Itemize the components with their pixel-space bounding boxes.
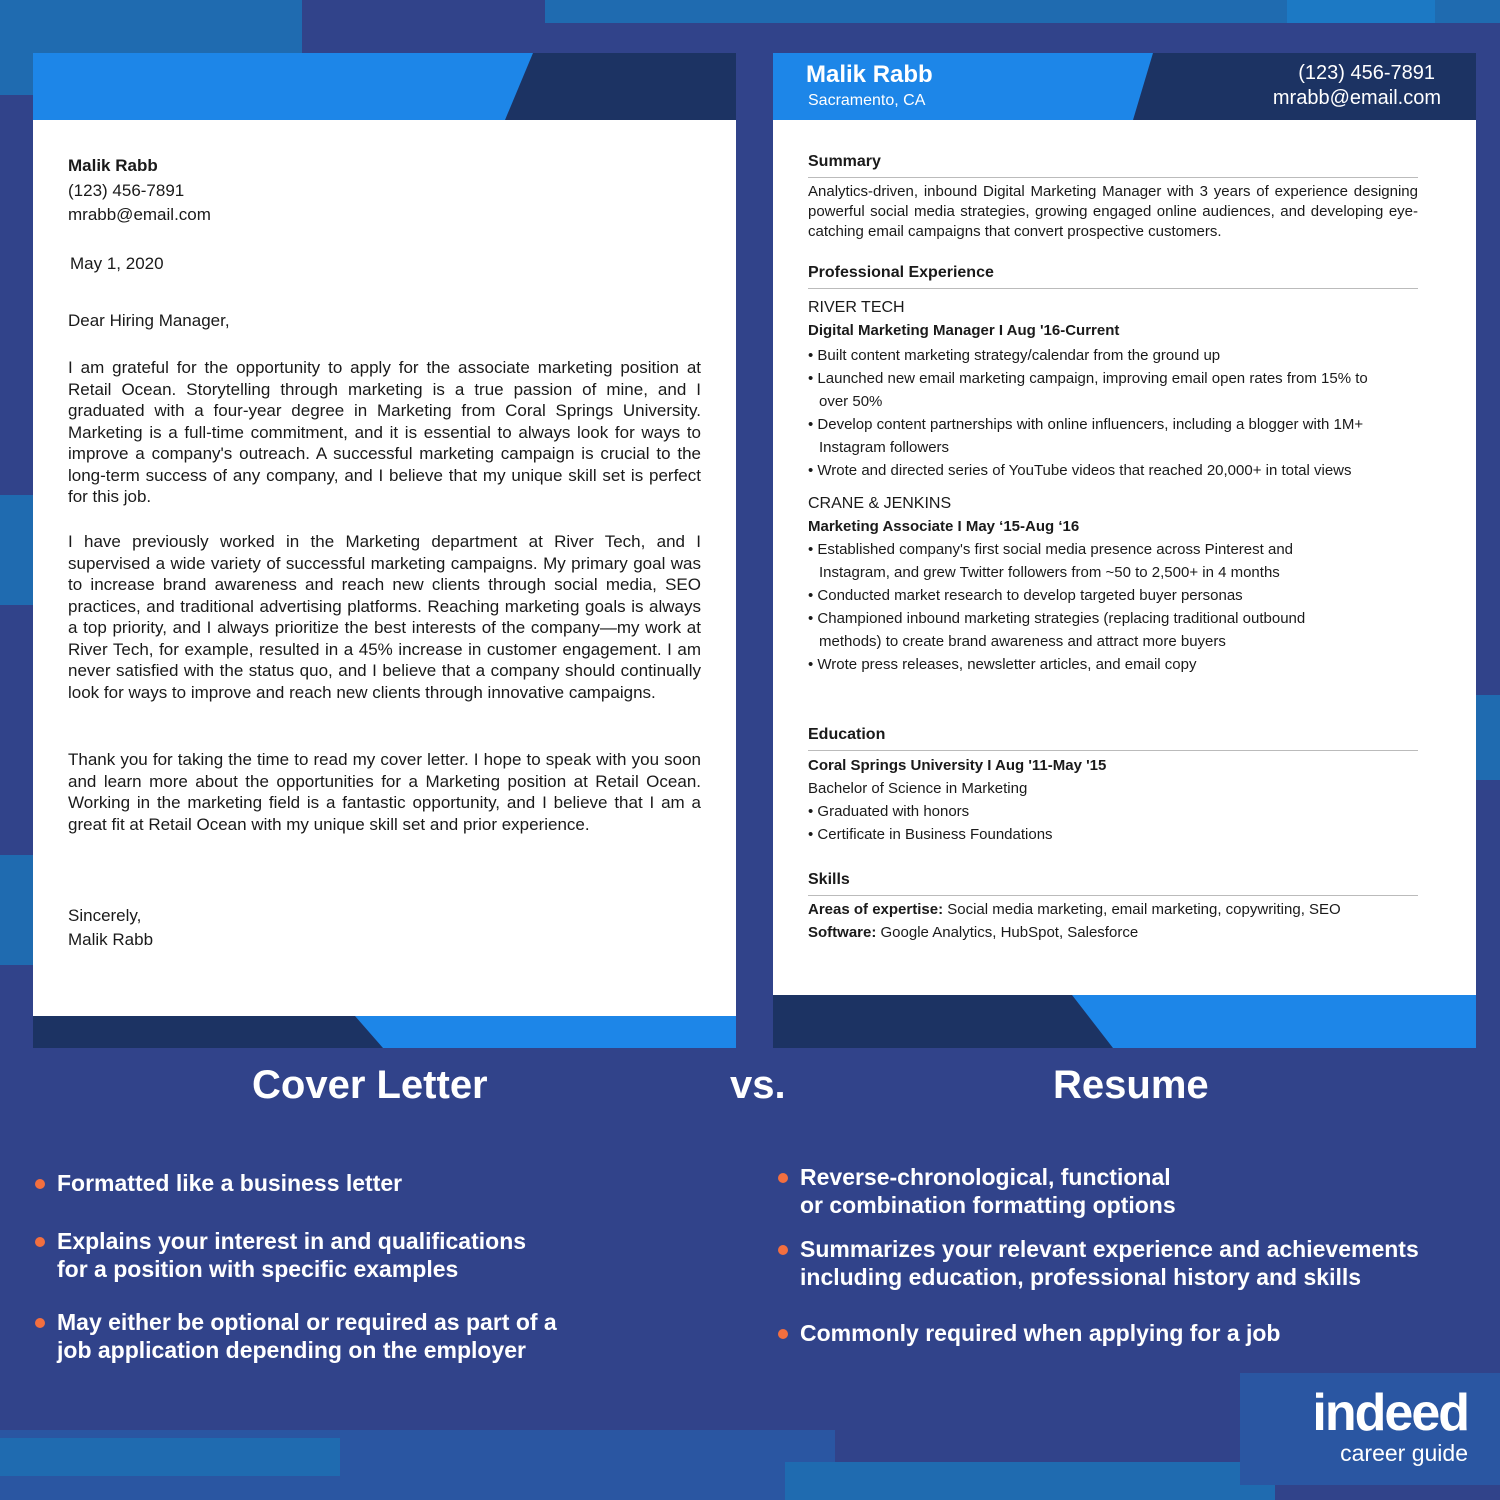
education-bullet: • Graduated with honors <box>808 803 970 820</box>
job-bullet: • Built content marketing strategy/calendar from the ground up <box>808 347 1221 364</box>
resume-point: Commonly required when applying for a job <box>800 1319 1280 1347</box>
summary-text: Analytics-driven, inbound Digital Marketing Manager with 3 years of experience designing powerful social media strategies, growing engaged online audiences, and developing eye-catching email campaigns that convert prospective customers. <box>808 183 1418 240</box>
software-value: Google Analytics, HubSpot, Salesforce <box>876 924 1139 941</box>
resume-phone: (123) 456-7891 <box>1298 62 1435 84</box>
letter-paragraph: Thank you for taking the time to read my cover letter. I hope to speak with you soon and learn more about the opportunities for a Marketing position at Retail Ocean. Working in the marketing field is a fantastic opportunity, and I believe that I am a great fit at Retail Ocean with my unique skill set and prior experience. <box>68 750 701 834</box>
bullet-dot-icon <box>778 1245 788 1255</box>
job-role: Marketing Associate I May ‘15-Aug ‘16 <box>808 518 1080 535</box>
expertise-label: Areas of expertise: <box>808 901 944 918</box>
expertise-value: Social media marketing, email marketing, copywriting, SEO <box>943 901 1341 918</box>
letter-greeting: Dear Hiring Manager, <box>68 311 230 330</box>
bg-rect <box>1475 695 1500 780</box>
indeed-logo <box>1312 1385 1468 1465</box>
resume-header <box>773 53 1476 120</box>
education-school: Coral Springs University I Aug '11-May '15 <box>808 757 1107 774</box>
cover-point: Formatted like a business letter <box>57 1169 402 1197</box>
cover-letter-page <box>33 53 736 1048</box>
sender-block <box>68 155 701 226</box>
cover-letter-header <box>33 53 736 120</box>
bg-rect <box>1287 0 1435 23</box>
section-title-experience: Professional Experience <box>808 261 1418 289</box>
resume-point: Reverse-chronological, functional or combination formatting options <box>800 1163 1190 1219</box>
job-bullet: • Conducted market research to develop targeted buyer personas <box>808 587 1243 604</box>
letter-date: May 1, 2020 <box>70 254 164 273</box>
section-title-skills: Skills <box>808 868 1418 896</box>
cover-letter-footer <box>33 1016 736 1048</box>
sender-email: mrabb@email.com <box>68 205 211 224</box>
vs-label: vs. <box>730 1063 786 1107</box>
section-title-education: Education <box>808 723 1418 751</box>
education-bullet: • Certificate in Business Foundations <box>808 826 1053 843</box>
bg-rect <box>785 1462 1275 1500</box>
software-label: Software: <box>808 924 877 941</box>
bullet-dot-icon <box>778 1173 788 1183</box>
job-bullet: • Develop content partnerships with online influencers, including a blogger with 1M+ Instagram followers <box>808 416 1364 456</box>
sender-name: Malik Rabb <box>68 156 158 175</box>
section-title-summary: Summary <box>808 150 1418 178</box>
resume-point: Summarizes your relevant experience and achievements including education, professional history and skills <box>800 1235 1440 1291</box>
job-role: Digital Marketing Manager I Aug '16-Current <box>808 322 1120 339</box>
letter-signature: Malik Rabb <box>68 930 154 949</box>
resume-email: mrabb@email.com <box>1272 87 1441 109</box>
job-bullet: • Established company's first social media presence across Pinterest and Instagram, and grew Twitter followers from ~50 to 2,500+ in 4 months <box>808 541 1294 581</box>
resume-page <box>773 53 1476 1048</box>
job-bullet: • Championed inbound marketing strategies (replacing traditional outbound methods) to create brand awareness and attract more buyers <box>808 610 1306 650</box>
sender-phone: (123) 456-7891 <box>68 180 185 200</box>
cover-point: May either be optional or required as part of a job application depending on the employer <box>57 1308 557 1364</box>
bullet-dot-icon <box>35 1179 45 1189</box>
letter-closing: Sincerely, <box>68 906 142 925</box>
resume-footer <box>773 995 1476 1048</box>
logo-subtitle: career guide <box>1340 1440 1468 1466</box>
job-bullet: • Wrote press releases, newsletter articles, and email copy <box>808 656 1197 673</box>
cover-point: Explains your interest in and qualifications for a position with specific examples <box>57 1227 537 1283</box>
bg-rect <box>0 495 33 605</box>
job-company: RIVER TECH <box>808 299 905 316</box>
job-company: CRANE & JENKINS <box>808 495 952 512</box>
bg-rect <box>0 1438 340 1476</box>
resume-name: Malik Rabb <box>806 61 933 88</box>
education-degree: Bachelor of Science in Marketing <box>808 780 1028 797</box>
job-bullet: • Wrote and directed series of YouTube videos that reached 20,000+ in total views <box>808 462 1352 479</box>
logo-brand: indeed <box>1312 1384 1468 1442</box>
bullet-dot-icon <box>778 1329 788 1339</box>
bullet-dot-icon <box>35 1237 45 1247</box>
resume-location: Sacramento, CA <box>808 92 926 109</box>
letter-paragraph: I have previously worked in the Marketing department at River Tech, and I supervised a wide variety of successful marketing campaigns. My primary goal was to increase brand awareness and reach new clients through social media, SEO practices, and traditional advertising platforms. Reaching marketing goals is always a top priority, and I always prioritize the best interests of the company—my work at River Tech, for example, resulted in a 45% increase in customer engagement. I am never satisfied with the status quo, and I believe that a company should continually look for ways to improve and reach new clients through innovative campaigns. <box>68 532 701 702</box>
letter-paragraph: I am grateful for the opportunity to apply for the associate marketing position at Retail Ocean. Storytelling through marketing is a true passion of mine, and I graduated with a four-year degree in Marketing from Coral Springs University. Marketing is a full-time commitment, and it is essential to always look for ways to improve a company's outreach. A successful marketing campaign is crucial to the long-term success of any company, and I believe that my unique skill set is perfect for this job. <box>68 358 701 506</box>
bullet-dot-icon <box>35 1318 45 1328</box>
job-bullet: • Launched new email marketing campaign, improving email open rates from 15% to over 50% <box>808 370 1368 410</box>
resume-title: Resume <box>1053 1063 1209 1107</box>
cover-letter-title: Cover Letter <box>252 1063 488 1107</box>
bg-rect <box>0 855 33 965</box>
